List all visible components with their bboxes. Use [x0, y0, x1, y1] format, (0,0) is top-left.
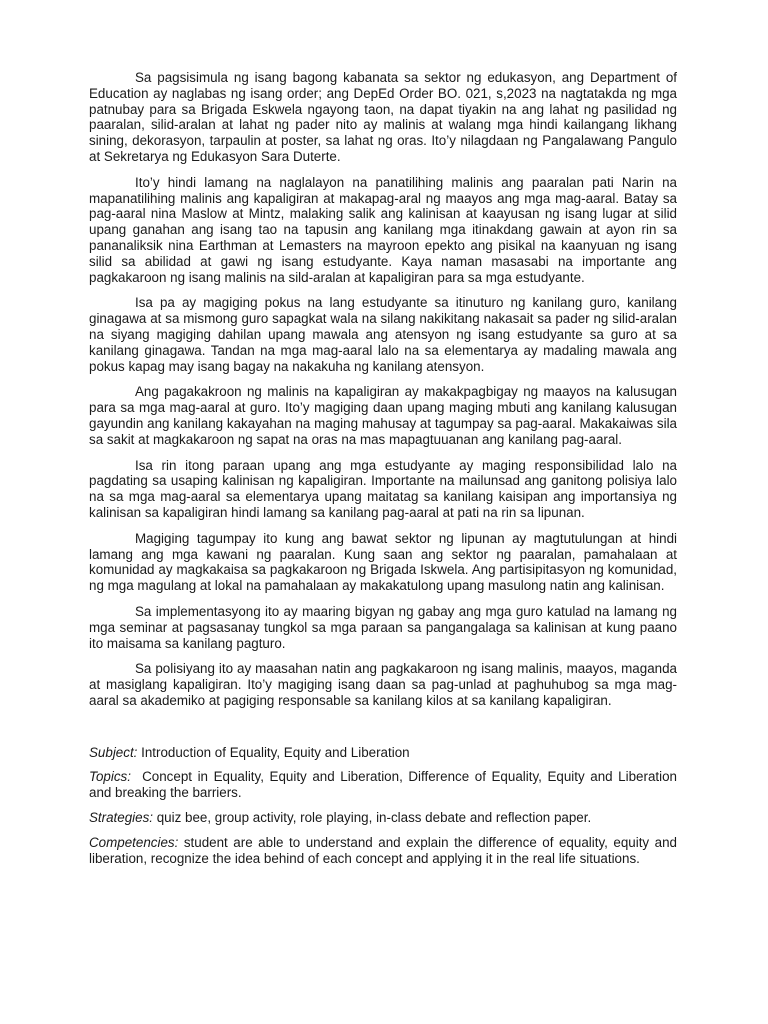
strategies-line: [89, 810, 677, 826]
competencies-text: student are able to understand and explain the difference of equality, equity and liberation, recognize the idea behind of each concept and applying it in the real life situations.: [89, 834, 677, 866]
document-page: [89, 70, 681, 875]
strategies-text: quiz bee, group activity, role playing, in-class debate and reflection paper.: [153, 810, 592, 826]
section-spacer: [89, 719, 677, 745]
paragraph-8: Sa polisiyang ito ay maasahan natin ang pagkakaroon ng isang malinis, maayos, maganda at masiglang kapaligiran. Ito’y magiging isang daan sa pag-unlad at paghuhubog sa mga mag-aaral sa akademiko at pagiging responsable sa kanilang kilos at sa kanilang kapaligiran.: [89, 661, 677, 708]
competencies-line: [89, 835, 677, 867]
paragraph-4: Ang pagakakroon ng malinis na kapaligiran ay makakpagbigay ng maayos na kalusugan para sa mga mag-aaral at guro. Ito’y magiging daan upang maging mbuti ang kanilang kalusugan gayundin ang kanilang kakayahan na maging mahusay at tagumpay sa pag-aaral. Makakaiwas sila sa sakit at magkakaroon ng sapat na oras na mas mapagtuuanan ang kanilang pag-aaral.: [89, 384, 677, 447]
subject-text: Introduction of Equality, Equity and Liberation: [137, 744, 410, 760]
topics-label: Topics:: [89, 769, 131, 785]
paragraph-7: Sa implementasyong ito ay maaring bigyan ng gabay ang mga guro katulad na lamang ng mga seminar at pagsasanay tungkol sa mga paraan sa pangangalaga sa kalinisan at kung paano ito maisama sa kanilang pagturo.: [89, 603, 677, 651]
topics-line: [89, 769, 681, 801]
paragraph-5: Isa rin itong paraan upang ang mga estudyante ay maging responsibilidad lalo na pagdating sa usaping kalinisan ng kapaligiran. Importante na mailunsad ang ganitong polisiya lalo na sa mga mag-aaral sa elementarya upang maitatag sa kanilang kaisipan ang importansiya ng kalinisan sa kapaligiran hindi lamang sa kanilang pag-aaral at pati na rin sa lipunan.: [89, 457, 677, 520]
subject-line: [89, 745, 677, 761]
topics-text: Concept in Equality, Equity and Liberation, Difference of Equality, Equity and Liberation and breaking the barriers.: [89, 769, 681, 801]
subject-label: Subject:: [89, 744, 138, 760]
paragraph-2: Ito’y hindi lamang na naglalayon na panatilihing malinis ang paaralan pati Narin na mapanatilihing malinis ang kapaligiran at makapag-aral ng maayos ang mga mag-aaral. Batay sa pag-aaral nina Maslow at Mintz, malaking salik ang kalinisan at kaayusan ng isang lugar at silid upang ganahan ang isang tao na tapusin ang kanilang mga itinakdang gawain at ayon rin sa pananaliksik nina Earthman at Lemasters na mayroon epekto ang pisikal na kaanyuan ng isang silid sa abilidad at gawi ng isang estudyante. Kaya naman masasabi na importante ang pagkakaroon ng isang malinis na sild-aralan at kapaligiran para sa mga estudyante.: [89, 174, 677, 285]
paragraph-3: Isa pa ay magiging pokus na lang estudyante sa itinuturo ng kanilang guro, kanilang ginagawa at sa mismong guro sapagkat wala na silang nakikitang nakasait sa pader ng silid-aralan na siyang magiging dahilan upang mawala ang atensyon ng isang estudyante sa guro at sa kanilang ginagawa. Tandan na mga mag-aaral lalo na sa elementarya ay madaling mawala ang pokus kapag may isang bagay na nakakuha ng kanilang atensyon.: [89, 295, 677, 374]
competencies-label: Competencies:: [89, 834, 179, 850]
paragraph-1: Sa pagsisimula ng isang bagong kabanata sa sektor ng edukasyon, ang Department of Education ay naglabas ng isang order; ang DepEd Order BO. 021, s,2023 na nagtatakda ng mga patnubay para sa Brigada Eskwela ngayong taon, na dapat tiyakin na ang lahat ng pasilidad ng paaralan, silid-aralan at lahat ng pader nito ay malinis at walang mga hindi kailangang likhang sining, dekorasyon, tarpaulin at poster, sa lahat ng oras. Ito’y nilagdaan ng Pangalawang Pangulo at Sekretarya ng Edukasyon Sara Duterte.: [89, 70, 677, 164]
strategies-label: Strategies:: [89, 810, 154, 826]
paragraph-6: Magiging tagumpay ito kung ang bawat sektor ng lipunan ay magtutulungan at hindi lamang ang mga kawani ng paaralan. Kung saan ang sektor ng paaralan, pamahalaan at komunidad ay magkakaisa sa pagkakaroon ng Brigada Iskwela. Ang partisipitasyon ng komunidad, ng mga magulang at lokal na pamahalaan ay makakatulong upang masulong natin ang kalinisan.: [89, 530, 677, 594]
